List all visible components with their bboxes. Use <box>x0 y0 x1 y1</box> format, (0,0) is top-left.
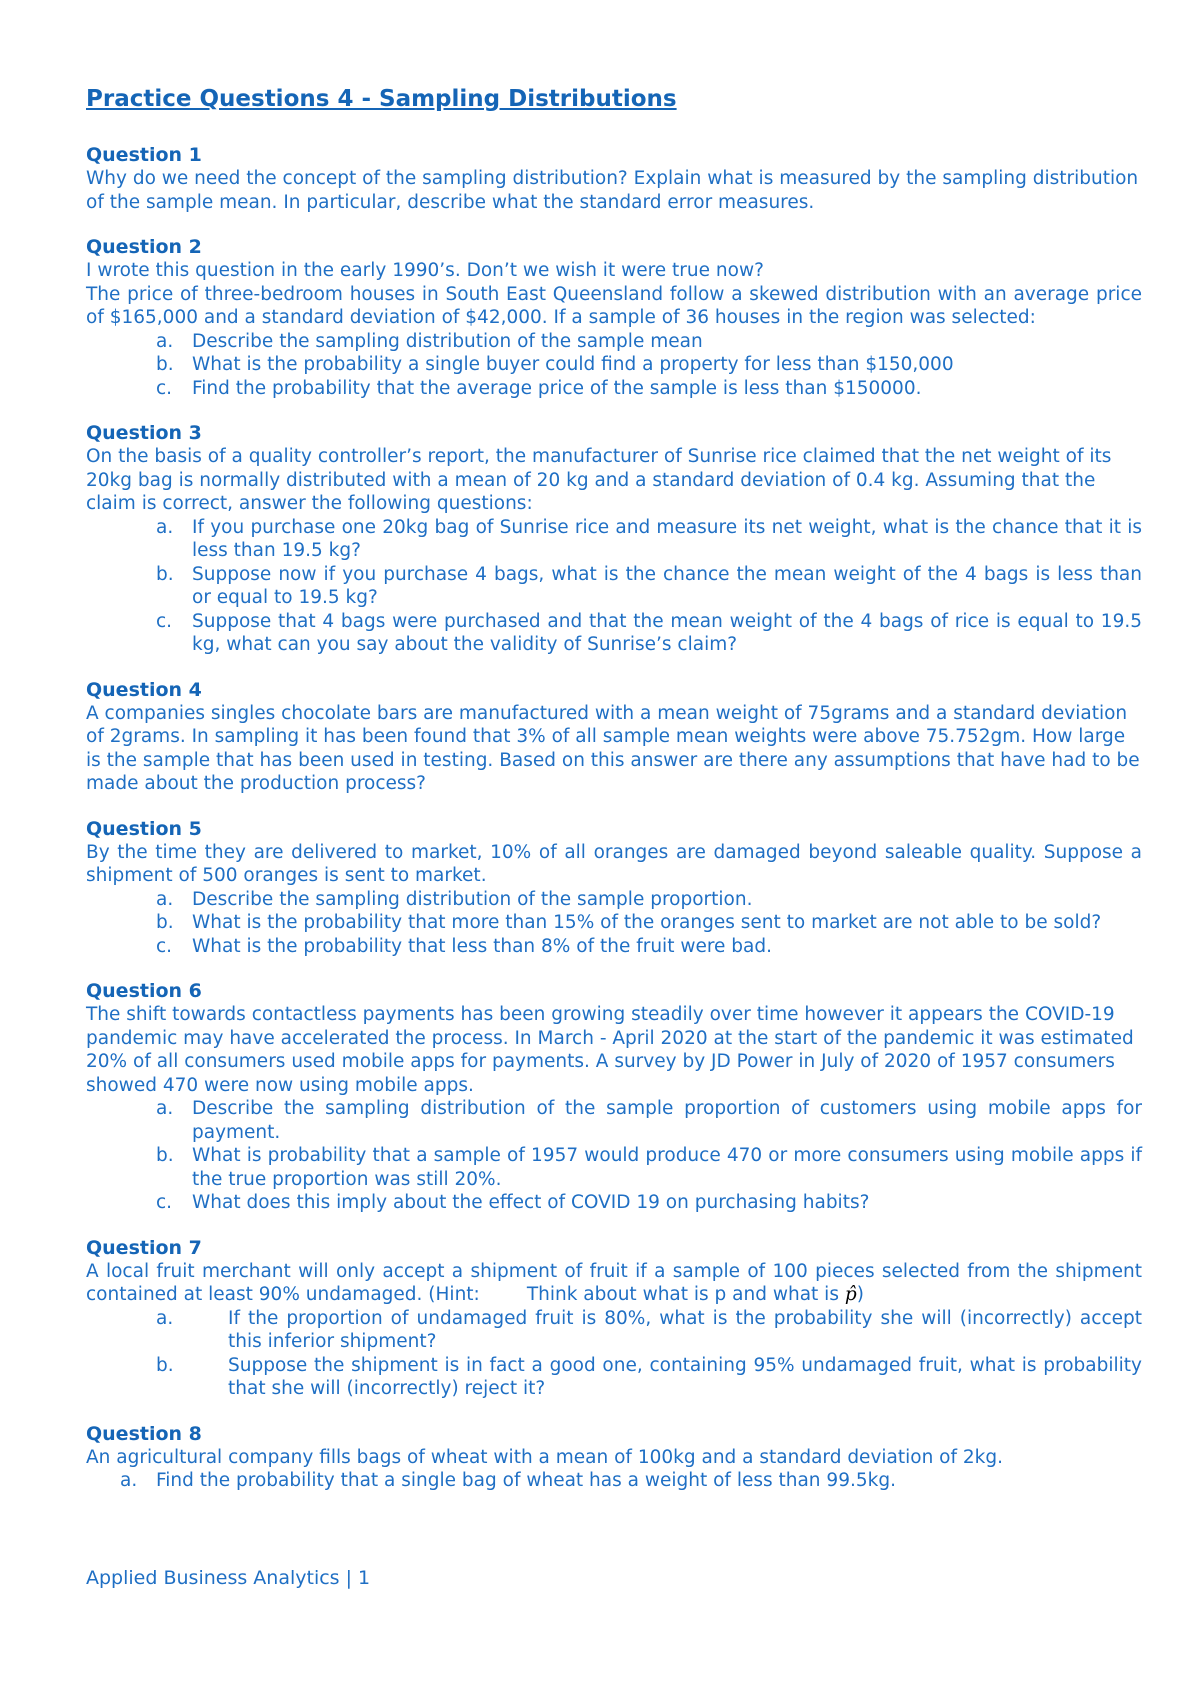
sub-question-text: What is probability that a sample of 1957 would produce 470 or more consumers using mobile apps if the true proportion was still 20%. <box>192 1145 1142 1190</box>
sub-question <box>86 610 1142 657</box>
sub-question-text: Find the probability that a single bag of wheat has a weight of less than 99.5kg. <box>156 1470 896 1491</box>
sub-question <box>86 377 1142 401</box>
list-marker: b. <box>156 1354 174 1376</box>
list-marker: a. <box>156 516 174 538</box>
list-marker: b. <box>156 563 174 585</box>
list-marker: a. <box>156 1307 174 1329</box>
question-7 <box>86 1236 1148 1401</box>
question-heading: Question 4 <box>86 678 202 701</box>
sub-question-text: Suppose that 4 bags were purchased and that the mean weight of the 4 bags of rice is equal to 19.5 kg, what can you say about the validity of Sunrise’s claim? <box>192 610 1142 655</box>
sub-question-list <box>86 1307 1142 1401</box>
p-hat-symbol: p̂ <box>844 1284 857 1305</box>
list-marker: a. <box>156 1098 174 1119</box>
page-title: Practice Questions 4 - Sampling Distributions <box>86 86 677 112</box>
sub-question <box>86 353 1142 377</box>
sub-question <box>86 1191 1142 1215</box>
question-6 <box>86 980 1142 1215</box>
sub-question-text: What is the probability a single buyer could find a property for less than $150,000 <box>192 354 954 375</box>
sub-question-list <box>86 888 1142 959</box>
list-marker: b. <box>156 1145 174 1166</box>
sub-question-list <box>86 1469 1142 1493</box>
sub-question <box>86 1354 1142 1401</box>
sub-question-text: What does this imply about the effect of COVID 19 on purchasing habits? <box>192 1192 870 1213</box>
question-heading: Question 5 <box>86 817 202 840</box>
sub-question <box>86 1307 1142 1354</box>
sub-question-text: Describe the sampling distribution of the sample mean <box>192 330 703 352</box>
sub-question <box>86 1469 1142 1493</box>
sub-question-text: Suppose now if you purchase 4 bags, what is the chance the mean weight of the 4 bags is less than or equal to 19.5 kg? <box>192 563 1142 608</box>
sub-question <box>86 911 1142 935</box>
question-text: The shift towards contactless payments has been growing steadily over time however it appears the COVID-19 pandemic may have accelerated the process. In March - April 2020 at the start of the pandemic it was estimated 20% of all consumers used mobile apps for payments. A survey by JD Power in July of 2020 of 1957 consumers showed 470 were now using mobile apps. <box>86 1004 1134 1096</box>
question-2 <box>86 236 1142 400</box>
question-8 <box>86 1423 1142 1493</box>
list-marker: c. <box>156 610 173 632</box>
question-text: A companies singles chocolate bars are manufactured with a mean weight of 75grams and a standard deviation of 2grams. In sampling it has been found that 3% of all sample mean weights were above 75.752gm. How large is the sample that has been used in testing. Based on this answer are there any assumptions that have had to be made about the production process? <box>86 702 1140 794</box>
question-text: By the time they are delivered to market, 10% of all oranges are damaged beyond saleable quality. Suppose a shipment of 500 oranges is sent to market. <box>86 841 1142 886</box>
question-heading: Question 3 <box>86 422 202 444</box>
list-marker: a. <box>156 330 174 352</box>
list-marker: c. <box>156 935 173 957</box>
sub-question-text: What is the probability that less than 8% of the fruit were bad. <box>192 935 773 957</box>
sub-question <box>86 330 1142 354</box>
question-5 <box>86 818 1142 959</box>
question-text: An agricultural company fills bags of wheat with a mean of 100kg and a standard deviation of 2kg. <box>86 1446 1004 1468</box>
question-text <box>86 1260 1148 1307</box>
sub-question <box>86 516 1142 563</box>
question-heading: Question 6 <box>86 980 202 1002</box>
list-marker: c. <box>156 377 173 399</box>
list-marker: a. <box>156 888 174 910</box>
question-heading: Question 8 <box>86 1422 202 1445</box>
sub-question-list <box>86 1097 1142 1215</box>
sub-question <box>86 888 1142 912</box>
question-4 <box>86 679 1142 796</box>
question-heading: Question 2 <box>86 236 202 258</box>
sub-question-text: Describe the sampling distribution of the sample proportion. <box>192 888 753 910</box>
question-3 <box>86 422 1142 657</box>
sub-question-text: If you purchase one 20kg bag of Sunrise rice and measure its net weight, what is the chance that it is less than 19.5 kg? <box>192 516 1142 561</box>
sub-question-text: Describe the sampling distribution of the sample proportion of customers using mobile apps for payment. <box>192 1098 1142 1143</box>
sub-question <box>86 1097 1142 1144</box>
question-text: Why do we need the concept of the sampling distribution? Explain what is measured by the sampling distribution of the sample mean. In particular, describe what the standard error measures. <box>86 168 1139 213</box>
sub-question-text: What is the probability that more than 15% of the oranges sent to market are not able to be sold? <box>192 912 1102 933</box>
list-marker: b. <box>156 912 174 933</box>
list-marker: b. <box>156 354 174 375</box>
sub-question <box>86 1144 1142 1191</box>
document-page <box>86 84 1148 1515</box>
sub-question <box>86 563 1142 610</box>
sub-question-text: Suppose the shipment is in fact a good one, containing 95% undamaged fruit, what is probability that she will (incorrectly) reject it? <box>228 1354 1142 1399</box>
question-text-end: ) <box>856 1284 864 1305</box>
list-marker: c. <box>156 1192 173 1213</box>
sub-question <box>86 935 1142 959</box>
sub-question-list <box>86 516 1142 657</box>
question-1 <box>86 144 1142 214</box>
question-text: The price of three-bedroom houses in South East Queensland follow a skewed distribution with an average price of $165,000 and a standard deviation of $42,000. If a sample of 36 houses in the region was selected: <box>86 283 1142 328</box>
question-heading: Question 1 <box>86 144 202 166</box>
sub-question-text: If the proportion of undamaged fruit is 80%, what is the probability she will (incorrectly) accept this inferior shipment? <box>228 1307 1142 1352</box>
question-text: On the basis of a quality controller’s report, the manufacturer of Sunrise rice claimed that the net weight of its 20kg bag is normally distributed with a mean of 20 kg and a standard deviation of 0.4 kg. Assuming that the claim is correct, answer the following questions: <box>86 446 1112 514</box>
list-marker: a. <box>120 1470 138 1491</box>
question-intro: I wrote this question in the early 1990’s. Don’t we wish it were true now? <box>86 260 764 281</box>
question-heading: Question 7 <box>86 1236 202 1259</box>
sub-question-text: Find the probability that the average price of the sample is less than $150000. <box>192 377 922 399</box>
page-footer: Applied Business Analytics | 1 <box>86 1567 371 1589</box>
question-text-main: A local fruit merchant will only accept a shipment of fruit if a sample of 100 pieces selected from the shipment contained at least 90% undamaged. (Hint: Think about what is p and what is <box>86 1260 1148 1305</box>
sub-question-list <box>86 330 1142 401</box>
